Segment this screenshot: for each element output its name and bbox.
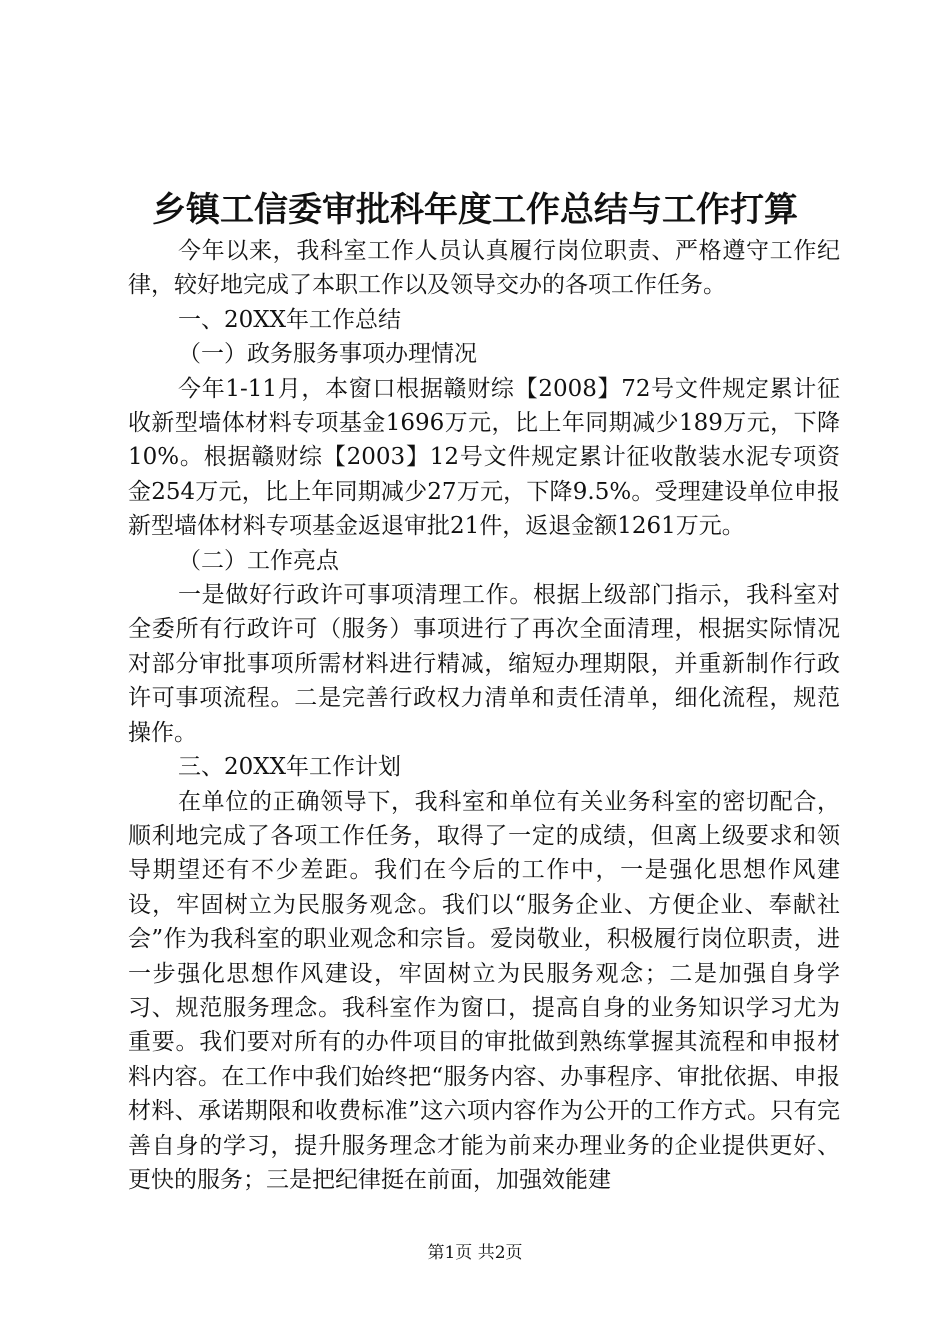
page-number: 第1页 共2页 (427, 1243, 523, 1263)
document-body (128, 234, 840, 1197)
section-heading-summary: 一、20XX年工作总结 (178, 306, 402, 333)
intro-paragraph: 今年以来，我科室工作人员认真履行岗位职责、严格遵守工作纪律，较好地完成了本职工作以及领导交办的各项工作任务。 (128, 238, 840, 299)
services-paragraph: 今年1-11月，本窗口根据赣财综【2008】72号文件规定累计征收新型墙体材料专项基金1696万元，比上年同期减少189万元，下降10%。根据赣财综【2003】12号文件规定累计征收散装水泥专项资金254万元，比上年同期减少27万元，下降9.5%。受理建设单位申报新型墙体材料专项基金返退审批21件，返退金额1261万元。 (128, 375, 840, 540)
highlights-paragraph: 一是做好行政许可事项清理工作。根据上级部门指示，我科室对全委所有行政许可（服务）事项进行了再次全面清理，根据实际情况对部分审批事项所需材料进行精减，缩短办理期限，并重新制作行政许可事项流程。二是完善行政权力清单和责任清单，细化流程，规范操作。 (128, 582, 840, 746)
plan-paragraph: 在单位的正确领导下，我科室和单位有关业务科室的密切配合，顺利地完成了各项工作任务，取得了一定的成绩，但离上级要求和领导期望还有不少差距。我们在今后的工作中，一是强化思想作风建设，牢固树立为民服务观念。我们以“服务企业、方便企业、奉献社会”作为我科室的职业观念和宗旨。爱岗敬业，积极履行岗位职责，进一步强化思想作风建设，牢固树立为民服务观念；二是加强自身学习、规范服务理念。我科室作为窗口，提高自身的业务知识学习尤为重要。我们要对所有的办件项目的审批做到熟练掌握其流程和申报材料内容。在工作中我们始终把“服务内容、办事程序、审批依据、申报材料、承诺期限和收费标准”这六项内容作为公开的工作方式。只有完善自身的学习，提升服务理念才能为前来办理业务的企业提供更好、更快的服务；三是把纪律挺在前面，加强效能建 (128, 788, 840, 1193)
subsection-heading-services: （一）政务服务事项办理情况 (178, 341, 477, 368)
document-title: 乡镇工信委审批科年度工作总结与工作打算 (152, 190, 798, 230)
subsection-heading-highlights: （二）工作亮点 (178, 547, 339, 574)
section-heading-plan: 三、20XX年工作计划 (178, 754, 402, 781)
